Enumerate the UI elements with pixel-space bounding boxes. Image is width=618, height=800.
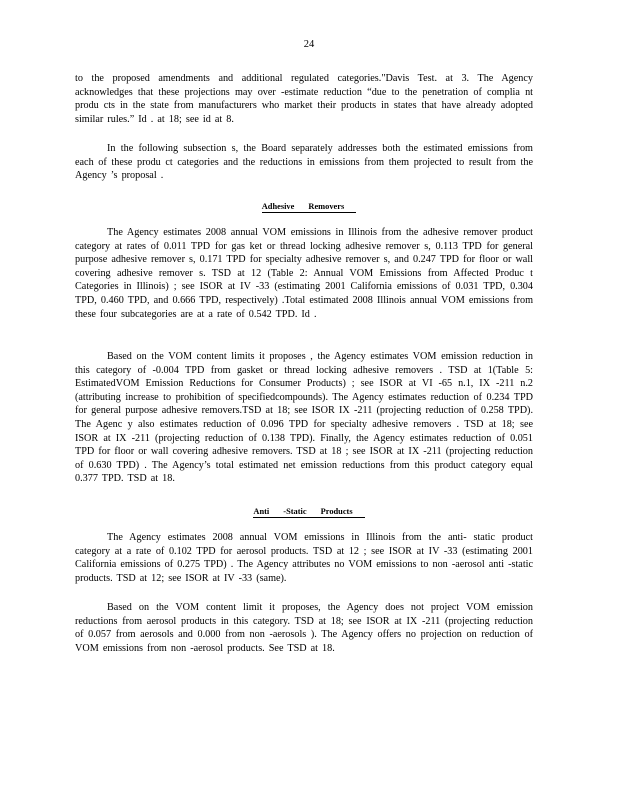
section-heading-anti-static-products [0, 505, 618, 519]
paragraph-antistatic-emissions: The Agency estimates 2008 annual VOM emissions in Illinois from the anti- static product category at a rate of 0.102 TPD for aerosol products. TSD at 12 ; see ISOR at IV -33 (estimating 2001 California emissions of 0.275 TPD) . The Agency attributes no VOM emissions to non -aerosol anti -static products. TSD at 12; see ISOR at IV -33 (same). [75, 532, 533, 584]
paragraph-antistatic-reductions: Based on the VOM content limit it proposes, the Agency does not project VOM emission reductions from aerosol products in this category. TSD at 18; see ISOR at IX -211 (projecting reduction of 0.057 from aerosols and 0.000 from non -aerosols ). The Agency offers no projection on reduction of VOM emissions from non -aerosol products. See TSD at 18. [75, 602, 533, 654]
heading-text: Adhesive Removers [262, 202, 356, 213]
heading-text: Anti -Static Products [253, 507, 364, 518]
section-heading-adhesive-removers [0, 200, 618, 214]
paragraph-adhesive-reductions: Based on the VOM content limits it proposes , the Agency estimates VOM emission reduction in this category of -0.004 TPD from gasket or thread locking adhesive removers . TSD at 1(Table 5: EstimatedVOM Emission Reductions for Consumer Products) ; see ISOR at VI -65 n.1, IX -211 n.2 (attributing increase to prohibition of specifiedcompounds). The Agency estimates reduction of 0.234 TPD for general purpose adhesive removers.TSD at 18; see ISOR IX -211 (projecting reduction of 0.258 TPD). The Agenc y also estimates reduction of 0.096 TPD for specialty adhesive removers . TSD at 18; see ISOR at IX -211 (projecting reduction of 0.138 TPD). Finally, the Agency estimates reduction of 0.051 TPD for floor or wall covering adhesive removers. TSD at 18 ; see ISOR at IX -211 (projecting reduction of 0.630 TPD) . The Agency’s total estimated net emission reductions from this product category equal 0.377 TPD. TSD at 18. [75, 351, 533, 485]
paragraph-continuation: to the proposed amendments and additional regulated categories."Davis Test. at 3. The Agency acknowledges that these projections may over -estimate reduction “due to the penetration of complia nt produ cts in the state from manufacturers who market their products in states that have already adopted similar rules.” Id . at 18; see id at 8. [75, 73, 533, 125]
paragraph-adhesive-emissions: The Agency estimates 2008 annual VOM emissions in Illinois from the adhesive remover product category at rates of 0.011 TPD for gas ket or thread locking adhesive remover s, 0.113 TPD for general purpose adhesive remover s, 0.171 TPD for specialty adhesive remover s, and 0.247 TPD for floor or wall covering adhesive remover s. TSD at 12 (Table 2: Annual VOM Emissions from Affected Produc t Categories in Illinois) ; see ISOR at IV -33 (estimating 2001 California emissions of 0.031 TPD, 0.304 TPD, 0.460 TPD, and 0.666 TPD, respectively) .Total estimated 2008 Illinois annual VOM emissions from these four subcategories are at a rate of 0.542 TPD. Id . [75, 227, 533, 320]
paragraph-subsection-intro: In the following subsection s, the Board separately addresses both the estimated emissions from each of these produ ct categories and the reductions in emissions from them projected to result from the Agency ’s proposal . [75, 143, 533, 182]
page-number: 24 [303, 39, 315, 50]
